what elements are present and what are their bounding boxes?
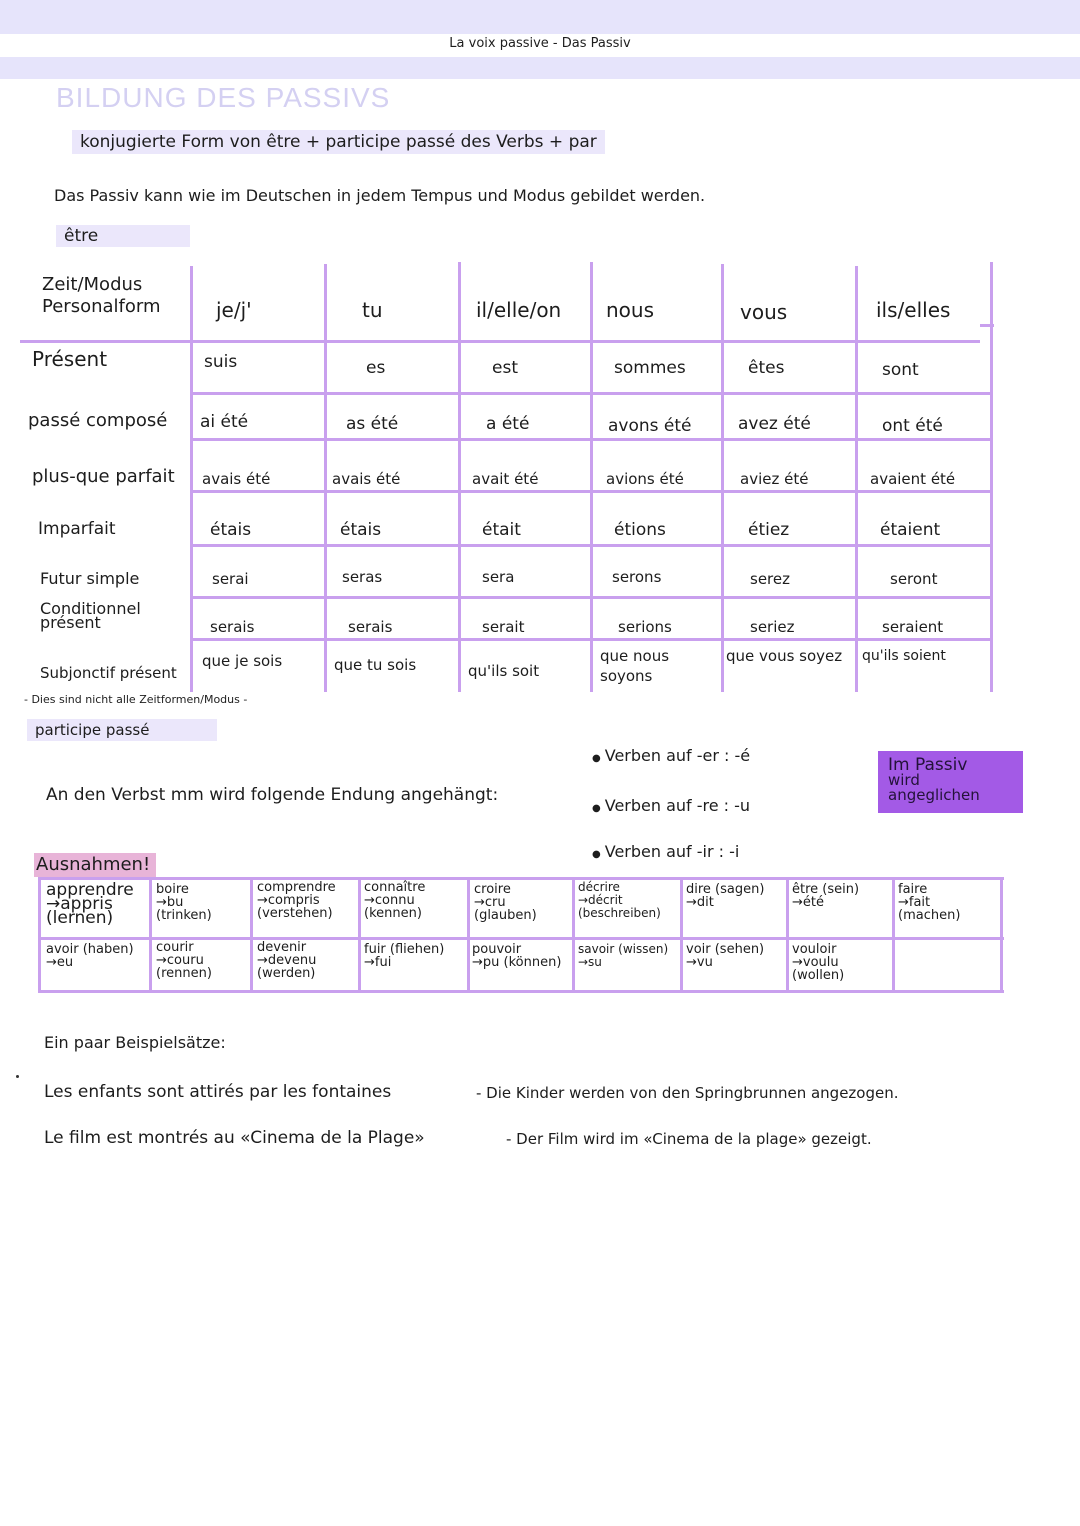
header-person-nous: nous	[606, 298, 655, 322]
tense-label: Imparfait	[38, 519, 116, 539]
conj-cell: étaient	[880, 520, 941, 540]
conj-cell: sera	[482, 568, 515, 586]
rule-re: ● Verben auf -re : -u	[592, 796, 751, 815]
conj-cell: seras	[342, 568, 383, 586]
rule-er: ● Verben auf -er : -é	[592, 746, 751, 765]
exception-cell: courir →couru (rennen)	[156, 940, 212, 981]
passive-note-box: Im Passiv wird angeglichen	[878, 751, 1023, 813]
conj-cell: avaient été	[870, 470, 956, 488]
conj-cell: aviez été	[740, 470, 809, 488]
exception-cell: voir (sehen) →vu	[686, 942, 765, 970]
conj-cell: serait	[482, 618, 525, 636]
conj-cell: étais	[210, 520, 252, 540]
conj-cell: étais	[340, 520, 382, 540]
bullet-icon: ●	[592, 849, 601, 860]
conj-cell: avons été	[608, 416, 692, 436]
exception-cell: boire →bu (trinken)	[156, 882, 212, 923]
conj-cell: serions	[618, 618, 672, 636]
etre-label: être	[56, 225, 190, 247]
header-person-vous: vous	[740, 300, 788, 324]
conj-cell: seront	[890, 570, 938, 588]
rule-ir: ● Verben auf -ir : -i	[592, 842, 740, 861]
conjugation-table	[20, 262, 994, 692]
conj-cell: avait été	[472, 470, 539, 488]
header-person-ils: ils/elles	[876, 298, 951, 322]
second-band	[0, 57, 1080, 79]
conj-cell: sont	[882, 360, 919, 380]
conj-cell: est	[492, 358, 518, 378]
conj-cell: a été	[486, 414, 530, 434]
exception-cell: décrire →décrit (beschreiben)	[578, 880, 661, 920]
conj-cell: avais été	[332, 470, 401, 488]
intro-sentence: Das Passiv kann wie im Deutschen in jedem Tempus und Modus gebildet werden.	[54, 186, 706, 205]
exception-cell: connaître →connu (kennen)	[364, 880, 426, 921]
conj-cell: étions	[614, 520, 666, 540]
exception-cell: apprendre →appris (lernen)	[46, 880, 134, 928]
conj-cell: que tu sois	[334, 656, 417, 674]
exception-cell: savoir (wissen) →su	[578, 942, 669, 969]
section-heading: BILDUNG DES PASSIVS	[56, 82, 391, 113]
tense-label: Futur simple	[40, 569, 140, 588]
exception-cell: faire →fait (machen)	[898, 882, 961, 923]
tense-label: Conditionnel présent	[40, 599, 141, 632]
examples-heading: Ein paar Beispielsätze:	[44, 1033, 226, 1052]
header-person-je: je/j'	[216, 298, 252, 322]
conj-cell: êtes	[748, 358, 785, 378]
exception-cell: vouloir →voulu (wollen)	[792, 942, 845, 983]
header-person-tu: tu	[362, 298, 383, 322]
top-band	[0, 0, 1080, 34]
bullet-icon: ●	[592, 803, 601, 814]
exception-cell: être (sein) →été	[792, 882, 860, 910]
conj-cell: étiez	[748, 520, 790, 540]
exception-cell: pouvoir →pu (können)	[472, 942, 562, 970]
conj-cell: ont été	[882, 416, 943, 436]
conj-cell: serez	[750, 570, 790, 588]
conj-cell: avez été	[738, 414, 811, 434]
conj-cell: sommes	[614, 358, 686, 378]
conj-cell: que vous soyez	[726, 647, 843, 665]
conj-cell: que nous soyons	[600, 647, 670, 685]
exception-cell: avoir (haben) →eu	[46, 942, 134, 970]
exception-cell: fuir (fliehen) →fui	[364, 942, 445, 970]
conj-cell: as été	[346, 414, 399, 434]
tense-label: Subjonctif présent	[40, 664, 177, 682]
conj-cell: seraient	[882, 618, 944, 636]
formula-highlight: konjugierte Form von être + participe passé des Verbs + par	[72, 130, 605, 154]
conj-cell: qu'ils soient	[862, 648, 946, 664]
tense-label: Présent	[32, 347, 108, 371]
exceptions-label: Ausnahmen!	[34, 853, 156, 877]
exception-cell: dire (sagen) →dit	[686, 882, 765, 910]
conj-cell: qu'ils soit	[468, 662, 540, 680]
participe-label: participe passé	[27, 719, 217, 741]
conj-cell: es	[366, 358, 386, 378]
conj-cell: serai	[212, 570, 249, 588]
conj-cell: serais	[348, 618, 393, 636]
page-title: La voix passive - Das Passiv	[449, 36, 631, 51]
conj-cell: ai été	[200, 412, 249, 432]
conj-cell: était	[482, 520, 521, 540]
header-person-il: il/elle/on	[476, 298, 562, 322]
stray-dot	[16, 1075, 19, 1078]
conj-cell: suis	[204, 352, 238, 372]
corner-header: Zeit/Modus Personalform	[42, 274, 161, 317]
exception-cell: comprendre →compris (verstehen)	[257, 880, 336, 921]
conj-cell: seriez	[750, 618, 795, 636]
conj-cell: avais été	[202, 470, 271, 488]
tense-label: plus-que parfait	[32, 466, 175, 487]
table-note: - Dies sind nicht alle Zeitformen/Modus -	[24, 693, 248, 706]
conj-cell: que je sois	[202, 652, 283, 670]
conj-cell: avions été	[606, 470, 684, 488]
exception-cell: croire →cru (glauben)	[474, 882, 537, 923]
conj-cell: serais	[210, 618, 255, 636]
exception-cell: devenir →devenu (werden)	[257, 940, 317, 981]
exceptions-table	[38, 877, 1004, 995]
ending-text: An den Verbst mm wird folgende Endung angehängt:	[46, 785, 499, 805]
tense-label: passé composé	[28, 410, 168, 431]
conj-cell: serons	[612, 568, 662, 586]
bullet-icon: ●	[592, 753, 601, 764]
